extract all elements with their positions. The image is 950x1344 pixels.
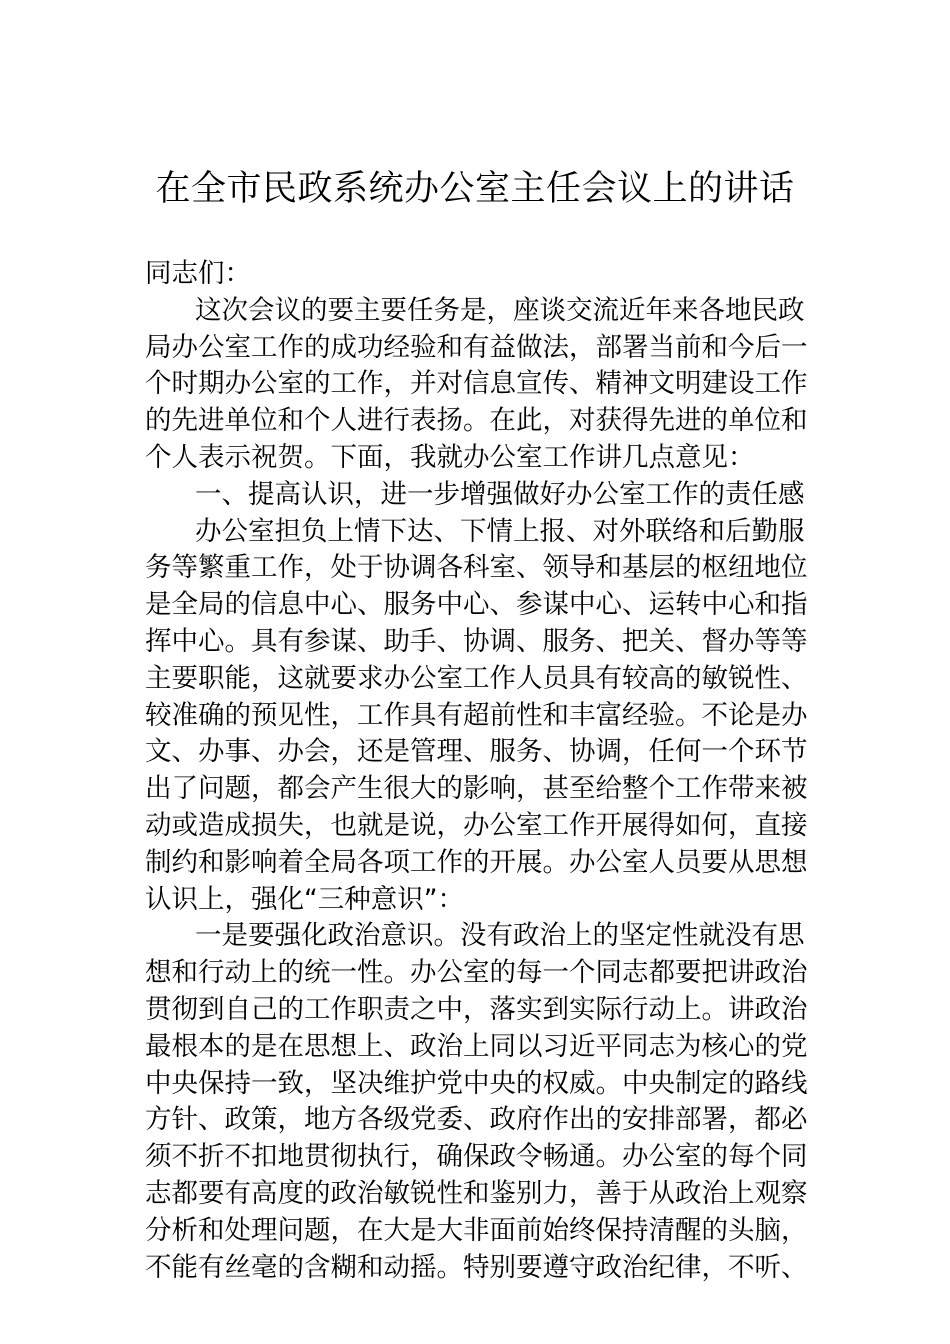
text-line: 个人表示祝贺。下面，我就办公室工作讲几点意见：: [145, 441, 755, 473]
text-line: 方针、政策，地方各级党委、政府作出的安排部署，都必: [145, 1104, 808, 1136]
text-line: 主要职能，这就要求办公室工作人员具有较高的敏锐性、: [145, 662, 808, 694]
text-line: 办公室担负上情下达、下情上报、对外联络和后勤服: [195, 515, 805, 547]
text-line: 的先进单位和个人进行表扬。在此，对获得先进的单位和: [145, 405, 808, 437]
text-line: 最根本的是在思想上、政治上同以习近平同志为核心的党: [145, 1030, 808, 1062]
document-title: 在全市民政系统办公室主任会议上的讲话: [155, 169, 795, 209]
text-line: 是全局的信息中心、服务中心、参谋中心、运转中心和指: [145, 589, 808, 621]
text-line: 一是要强化政治意识。没有政治上的坚定性就没有思: [195, 920, 805, 952]
text-line: 须不折不扣地贯彻执行，确保政令畅通。办公室的每个同: [145, 1141, 808, 1173]
text-line: 动或造成损失，也就是说，办公室工作开展得如何，直接: [145, 809, 808, 841]
text-line: 分析和处理问题，在大是大非面前始终保持清醒的头脑，: [145, 1214, 808, 1246]
text-line: 局办公室工作的成功经验和有益做法，部署当前和今后一: [145, 331, 808, 363]
text-line: 挥中心。具有参谋、助手、协调、服务、把关、督办等等: [145, 625, 808, 657]
document-body: [145, 256, 810, 1286]
text-line: 制约和影响着全局各项工作的开展。办公室人员要从思想: [145, 846, 808, 878]
text-line: 文、办事、办会，还是管理、服务、协调，任何一个环节: [145, 736, 808, 768]
text-line: 中央保持一致，坚决维护党中央的权威。中央制定的路线: [145, 1067, 808, 1099]
text-line: 不能有丝毫的含糊和动摇。特别要遵守政治纪律，不听、: [145, 1251, 808, 1283]
text-line: 个时期办公室的工作，并对信息宣传、精神文明建设工作: [145, 368, 808, 400]
text-line: 一、提高认识，进一步增强做好办公室工作的责任感: [195, 478, 805, 510]
text-line: 志都要有高度的政治敏锐性和鉴别力，善于从政治上观察: [145, 1177, 808, 1209]
text-line: 较准确的预见性，工作具有超前性和丰富经验。不论是办: [145, 699, 808, 731]
text-line: 务等繁重工作，处于协调各科室、领导和基层的枢纽地位: [145, 552, 808, 584]
text-line: 认识上，强化“三种意识”：: [145, 883, 464, 915]
text-line: 想和行动上的统一性。办公室的每一个同志都要把讲政治: [145, 957, 808, 989]
text-line: 出了问题，都会产生很大的影响，甚至给整个工作带来被: [145, 773, 808, 805]
text-line: 贯彻到自己的工作职责之中，落实到实际行动上。讲政治: [145, 993, 808, 1025]
text-line: 这次会议的要主要任务是，座谈交流近年来各地民政: [195, 294, 805, 326]
text-line: 同志们：: [145, 258, 251, 289]
